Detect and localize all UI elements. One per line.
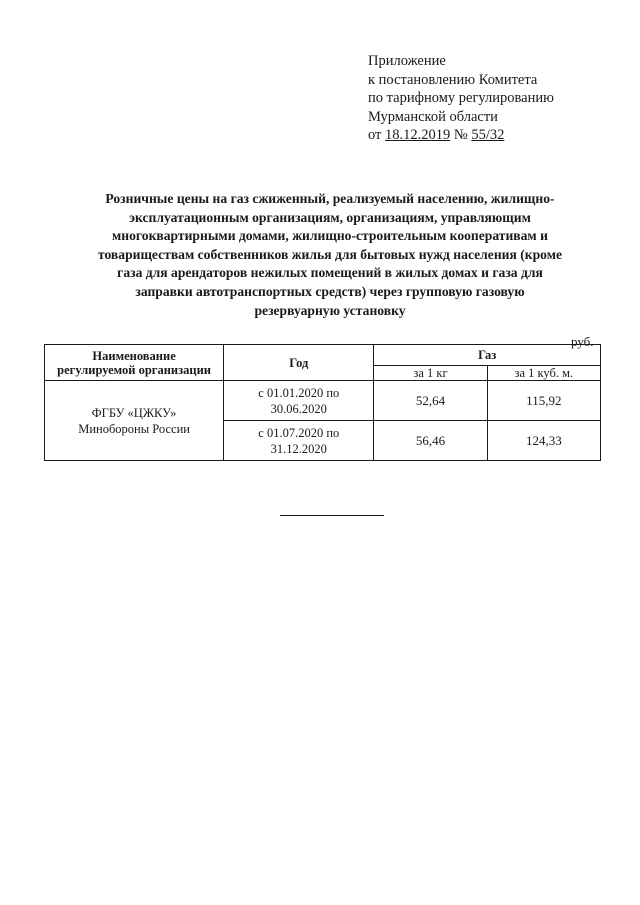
document-title xyxy=(60,190,600,320)
number-prefix: № xyxy=(450,127,472,143)
header-year: Год xyxy=(224,345,374,381)
header-per-kg: за 1 кг xyxy=(374,366,487,381)
title-line: резервуарную установку xyxy=(254,302,406,318)
appendix-line: по тарифному регулированию xyxy=(368,90,554,106)
title-line: заправки автотранспортных средств) через групповую газовую xyxy=(135,283,525,299)
table-row xyxy=(45,381,601,421)
period-start: с 01.01.2020 по xyxy=(258,385,340,400)
currency-unit: руб. xyxy=(571,334,594,349)
header-gas: Газ xyxy=(374,345,601,366)
appendix-date-line xyxy=(368,126,554,145)
title-line: газа для арендаторов нежилых помещений в жилых домах и газа для xyxy=(117,265,543,281)
title-line: эксплуатационным организациям, организациям, управляющим xyxy=(129,209,531,225)
period-end: 30.06.2020 xyxy=(270,401,327,416)
title-line: Розничные цены на газ сжиженный, реализуемый населению, жилищно- xyxy=(105,191,555,206)
appendix-header xyxy=(368,52,554,145)
price-per-m3: 115,92 xyxy=(487,381,600,421)
header-org-line: Наименование xyxy=(92,348,176,363)
period-cell xyxy=(224,421,374,461)
header-organization xyxy=(45,345,224,381)
period-end: 31.12.2020 xyxy=(270,441,327,456)
period-start: с 01.07.2020 по xyxy=(258,425,340,440)
title-line: товариществам собственников жилья для бытовых нужд населения (кроме xyxy=(97,246,563,262)
organization-ministry: Минобороны России xyxy=(78,421,190,436)
organization-name: ФГБУ «ЦЖКУ» xyxy=(91,405,177,420)
end-divider xyxy=(280,515,384,516)
date-prefix: от xyxy=(368,127,386,143)
resolution-date: 18.12.2019 xyxy=(385,127,451,143)
price-per-kg: 56,46 xyxy=(374,421,487,461)
header-per-m3: за 1 куб. м. xyxy=(487,366,600,381)
appendix-line: к постановлению Комитета xyxy=(368,71,538,88)
title-line: многоквартирными домами, жилищно-строительным кооперативам и xyxy=(112,228,548,244)
resolution-number: 55/32 xyxy=(471,127,505,143)
tariff-table xyxy=(44,344,601,461)
price-per-m3: 124,33 xyxy=(487,421,600,461)
header-org-line: регулируемой организации xyxy=(57,362,212,377)
period-cell xyxy=(224,381,374,421)
appendix-line: Мурманской области xyxy=(368,108,498,125)
appendix-line: Приложение xyxy=(368,53,446,69)
organization-cell xyxy=(45,381,224,461)
price-per-kg: 52,64 xyxy=(374,381,487,421)
